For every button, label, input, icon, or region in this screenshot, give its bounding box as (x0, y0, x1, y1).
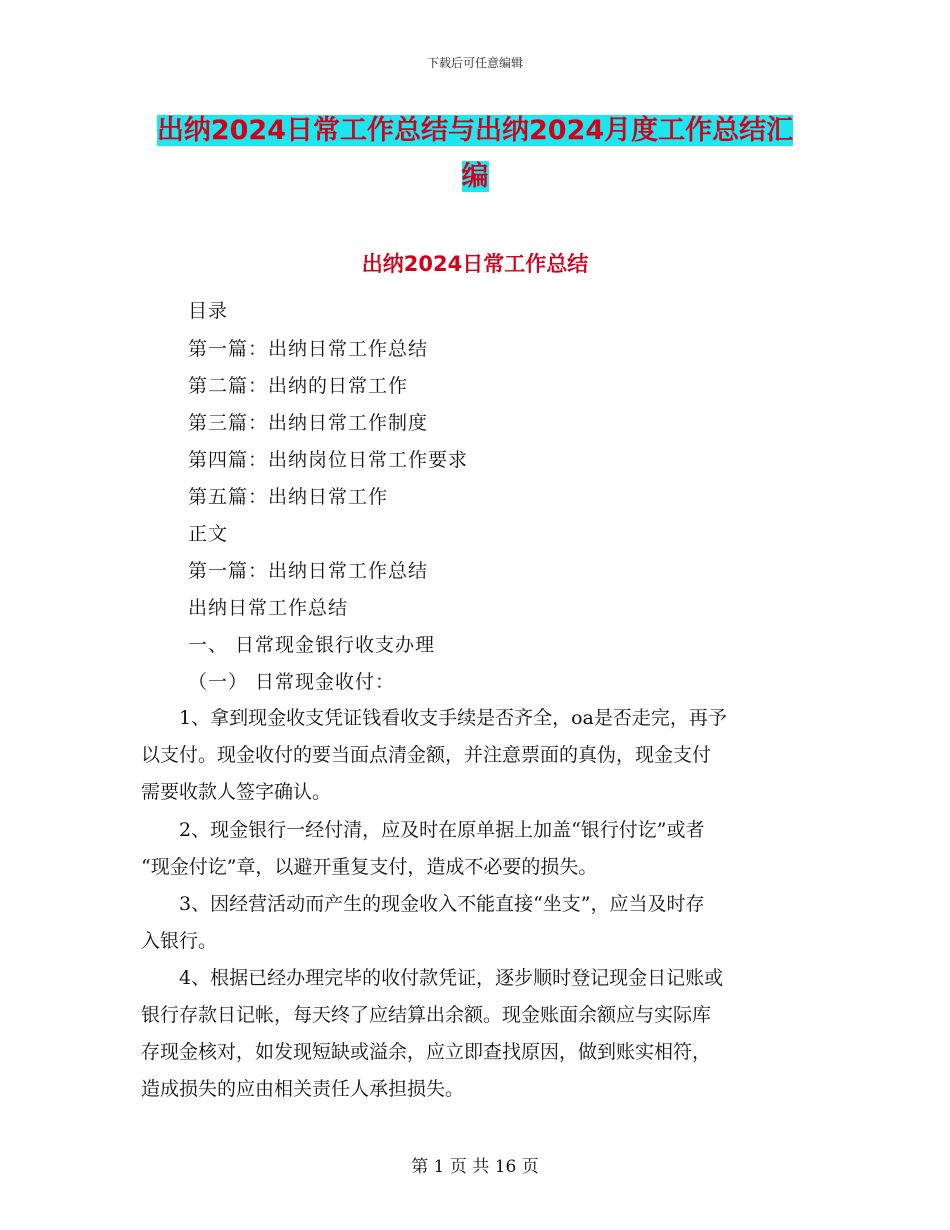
document-title (140, 108, 810, 200)
paragraph-1 (141, 700, 809, 811)
header-note: 下载后可任意编辑 (426, 56, 523, 70)
chapter-subtitle: 出纳日常工作总结 (188, 597, 349, 619)
section-title: 出纳2024日常工作总结 (361, 252, 589, 276)
paragraph-line: 3、因经营活动而产生的现金收入不能直接“坐支”，应当及时存 (141, 893, 705, 915)
paragraph-line: 需要收款人签字确认。 (141, 781, 332, 803)
paragraph-line: 4、根据已经办理完毕的收付款凭证，逐步顺时登记现金日记账或 (141, 967, 724, 989)
paragraph-2 (141, 812, 809, 886)
toc-item-4: 第四篇：出纳岗位日常工作要求 (188, 449, 469, 471)
body-heading: 正文 (188, 523, 229, 545)
sub-subsection-heading: （一） 日常现金收付： (188, 671, 396, 693)
paragraph-3 (141, 886, 809, 960)
paragraph-line: 以支付。现金收付的要当面点清金额，并注意票面的真伪，现金支付 (141, 744, 712, 766)
document-title-line-1: 出纳2024日常工作总结与出纳2024月度工作总结汇 (156, 115, 794, 146)
page-footer: 第 1 页 共 16 页 (411, 1157, 539, 1177)
paragraph-line: 2、现金银行一经付清，应及时在原单据上加盖“银行付讫”或者 (141, 819, 705, 841)
paragraph-line: 存现金核对，如发现短缺或溢余，应立即查找原因，做到账实相符， (141, 1041, 712, 1063)
paragraph-line: 1、拿到现金收支凭证钱看收支手续是否齐全，oa是否走完，再予 (141, 707, 727, 729)
paragraph-line: 银行存款日记帐，每天终了应结算出余额。现金账面余额应与实际库 (141, 1004, 712, 1026)
paragraph-line: 入银行。 (141, 930, 218, 952)
toc-heading: 目录 (188, 300, 229, 322)
paragraph-line: 造成损失的应由相关责任人承担损失。 (141, 1078, 465, 1100)
paragraph-line: “现金付讫”章，以避开重复支付，造成不必要的损失。 (141, 856, 598, 878)
paragraph-4 (141, 960, 809, 1108)
toc-item-3: 第三篇：出纳日常工作制度 (188, 412, 429, 434)
subsection-heading: 一、 日常现金银行收支办理 (188, 634, 436, 656)
toc-item-5: 第五篇：出纳日常工作 (188, 486, 389, 508)
chapter-heading: 第一篇：出纳日常工作总结 (188, 560, 429, 582)
toc-item-2: 第二篇：出纳的日常工作 (188, 375, 409, 397)
document-title-line-2: 编 (461, 161, 489, 192)
toc-item-1: 第一篇：出纳日常工作总结 (188, 338, 429, 360)
